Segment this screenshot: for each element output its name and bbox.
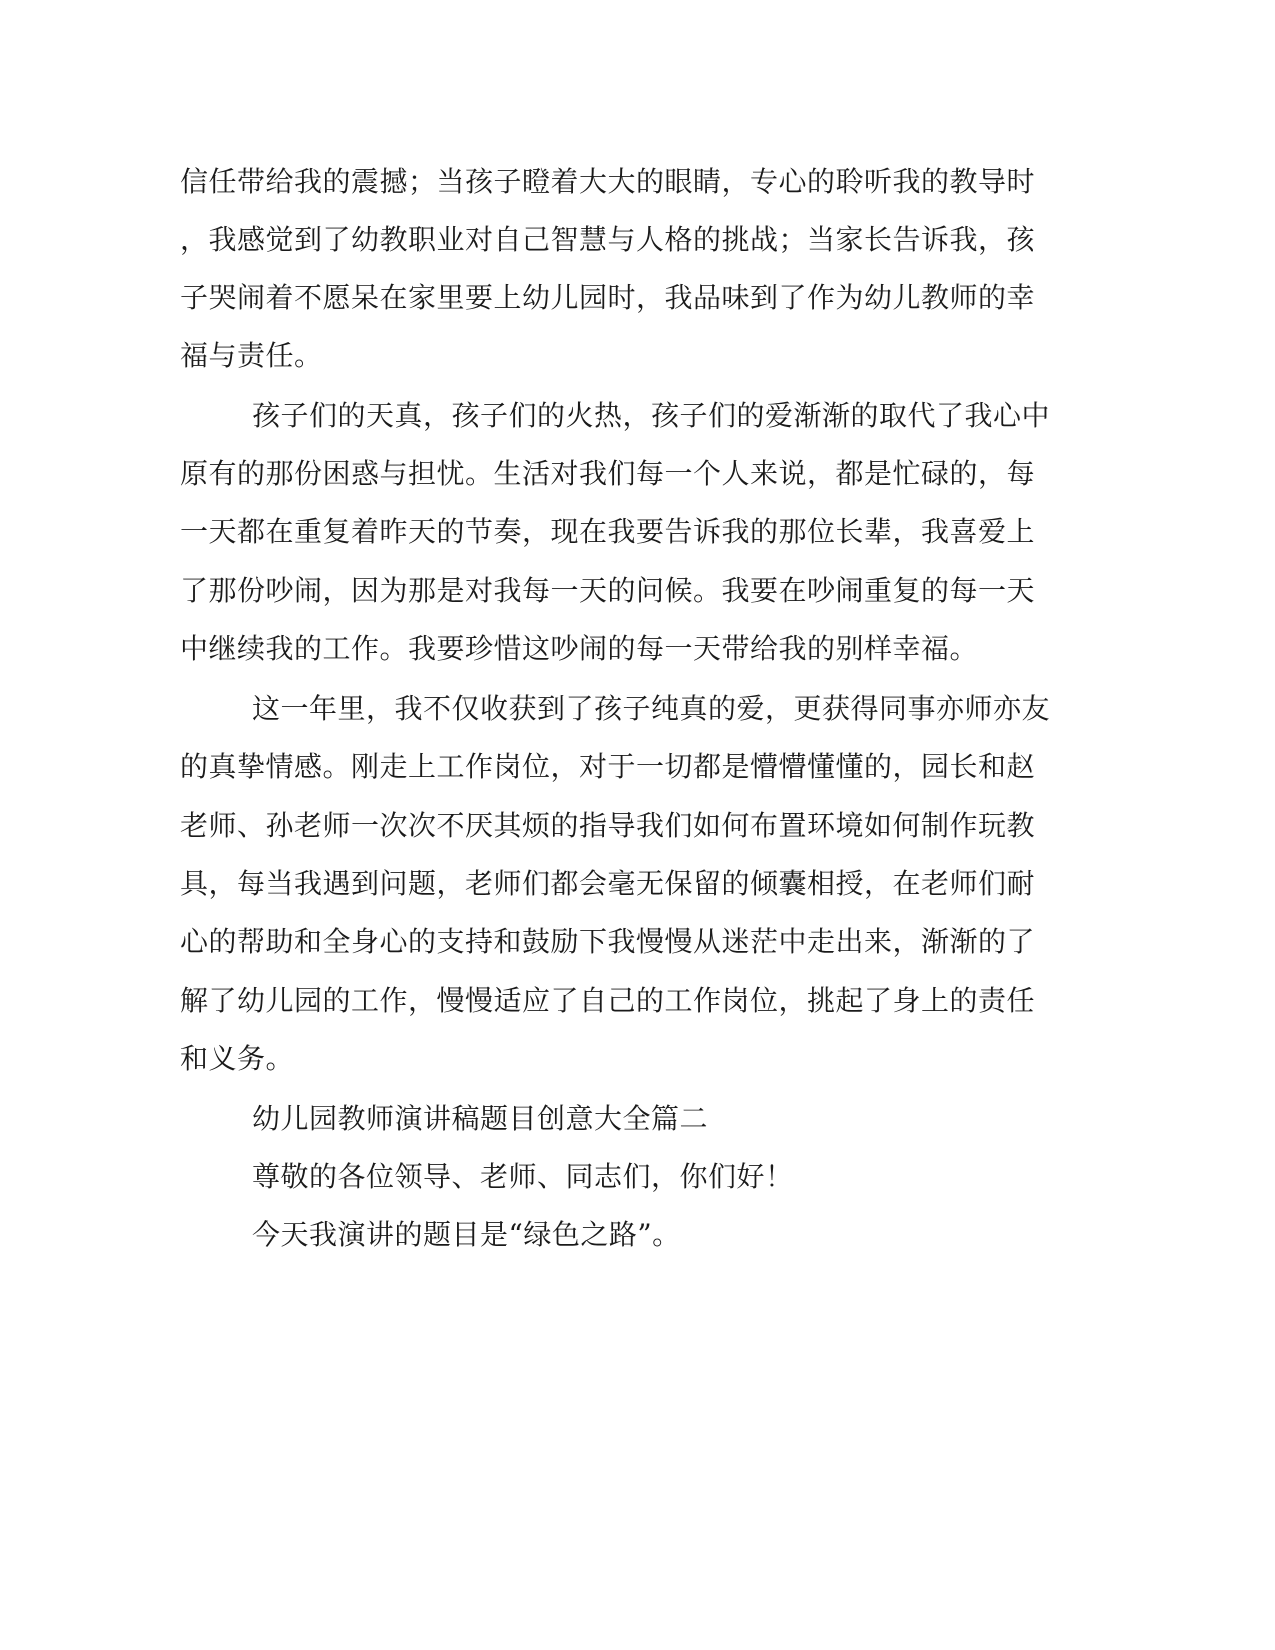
greeting-line: 尊敬的各位领导、老师、同志们，你们好！ (252, 1160, 794, 1193)
paragraph-3-line-6: 解了幼儿园的工作，慢慢适应了自己的工作岗位，挑起了身上的责任 (180, 984, 1036, 1017)
paragraph-1-line-2: ，我感觉到了幼教职业对自己智慧与人格的挑战；当家长告诉我，孩 (180, 223, 1036, 256)
paragraph-2-line-4: 了那份吵闹，因为那是对我每一天的问候。我要在吵闹重复的每一天 (180, 574, 1036, 607)
paragraph-3-line-7: 和义务。 (180, 1042, 295, 1075)
paragraph-3-line-3: 老师、孙老师一次次不厌其烦的指导我们如何布置环境如何制作玩教 (180, 809, 1036, 842)
paragraph-3-line-4: 具，每当我遇到问题，老师们都会毫无保留的倾囊相授，在老师们耐 (180, 867, 1036, 900)
paragraph-1-line-1: 信任带给我的震撼；当孩子瞪着大大的眼睛，专心的聆听我的教导时 (180, 165, 1036, 198)
paragraph-2-line-2: 原有的那份困惑与担忧。生活对我们每一个人来说，都是忙碌的，每 (180, 457, 1036, 490)
paragraph-1-line-3: 子哭闹着不愿呆在家里要上幼儿园时，我品味到了作为幼儿教师的幸 (180, 281, 1036, 314)
topic-line: 今天我演讲的题目是“绿色之路”。 (252, 1218, 681, 1251)
paragraph-2-line-1: 孩子们的天真，孩子们的火热，孩子们的爱渐渐的取代了我心中 (252, 399, 1051, 432)
paragraph-3-line-1: 这一年里，我不仅收获到了孩子纯真的爱，更获得同事亦师亦友 (252, 692, 1051, 725)
paragraph-3-line-2: 的真挚情感。刚走上工作岗位，对于一切都是懵懵懂懂的，园长和赵 (180, 750, 1036, 783)
paragraph-2-line-3: 一天都在重复着昨天的节奏，现在我要告诉我的那位长辈，我喜爱上 (180, 515, 1036, 548)
paragraph-3-line-5: 心的帮助和全身心的支持和鼓励下我慢慢从迷茫中走出来，渐渐的了 (180, 925, 1036, 958)
paragraph-2-line-5: 中继续我的工作。我要珍惜这吵闹的每一天带给我的别样幸福。 (180, 632, 979, 665)
section-title: 幼儿园教师演讲稿题目创意大全篇二 (252, 1102, 709, 1135)
paragraph-1-line-4: 福与责任。 (180, 339, 323, 372)
